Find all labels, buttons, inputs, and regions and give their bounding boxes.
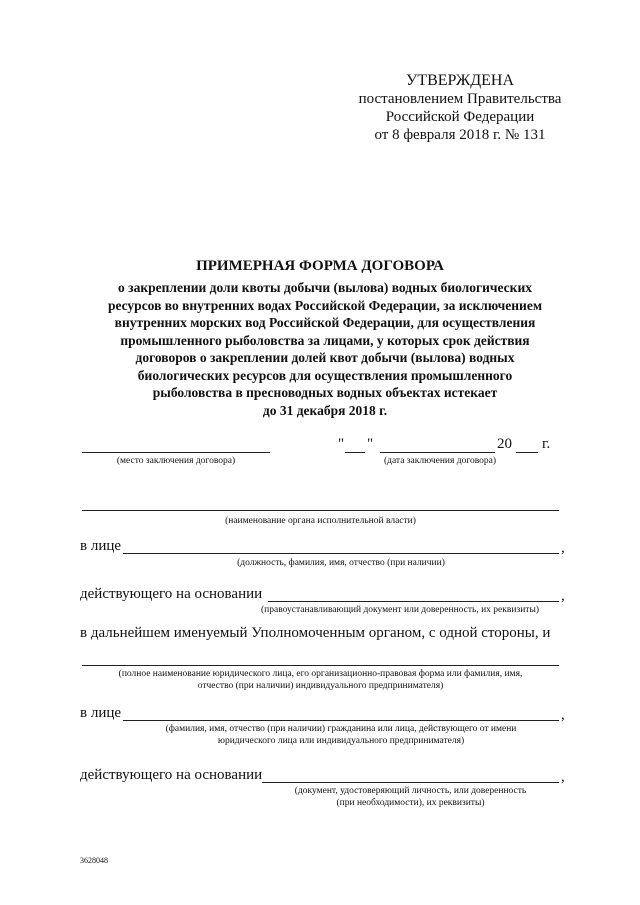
place-field[interactable] (82, 452, 270, 453)
year-field[interactable] (516, 452, 538, 453)
person-field[interactable] (123, 553, 559, 554)
date-caption: (дата заключения договора) (383, 456, 497, 466)
quote-open: " (338, 436, 345, 452)
comma: , (561, 769, 565, 785)
comma: , (561, 707, 565, 723)
hereinafter-text: в дальнейшем именуемый Уполномоченным органом, с одной стороны, и (80, 625, 551, 641)
subtitle-line: биологических ресурсов для осуществления промышленного (137, 367, 513, 383)
day-field[interactable] (345, 452, 365, 453)
entity-caption-line: (полное наименование юридического лица, его организационно-правовая форма или фамилия, имя, (118, 669, 523, 679)
document-id: 3628048 (80, 856, 108, 865)
person2-caption (123, 723, 559, 747)
in-person-label: в лице (80, 538, 122, 554)
subtitle-line: внутренних морских вод Российской Федерации, для осуществления (114, 315, 536, 330)
in-person2-label: в лице (80, 705, 122, 721)
person2-caption-line: (фамилия, имя, отчество (при наличии) гражданина или лица, действующего от имени (165, 724, 517, 734)
subtitle-line: ресурсов во внутренних водах Российской Федерации, за исключением (107, 297, 543, 313)
document-subtitle (70, 279, 580, 419)
subtitle-line: до 31 декабря 2018 г. (262, 402, 388, 418)
acting2-label: действующего на основании (80, 767, 263, 783)
comma: , (561, 588, 565, 604)
authority-caption: (наименование органа исполнительной власти) (225, 516, 416, 526)
approval-line-2: Российской Федерации (385, 109, 535, 125)
document-title: ПРИМЕРНАЯ ФОРМА ДОГОВОРА (196, 258, 444, 274)
subtitle-line: промышленного рыболовства за лицами, у которых срок действия (120, 332, 530, 348)
approval-heading: УТВЕРЖДЕНА (405, 72, 514, 89)
position-caption: (должность, фамилия, имя, отчество (при наличии) (237, 558, 445, 568)
quote-close: " (367, 436, 374, 452)
year-suffix: г. (542, 436, 551, 452)
entity-caption (82, 668, 559, 692)
basis-field[interactable] (268, 601, 559, 602)
authority-field[interactable] (82, 510, 559, 511)
doc2-caption-line: (при необходимости), их реквизиты) (336, 798, 485, 808)
approval-line-1: постановлением Правительства (358, 91, 562, 107)
subtitle-line: рыболовства в пресноводных водных объектах истекает (152, 385, 498, 400)
place-caption: (место заключения договора) (116, 456, 236, 466)
doc2-caption (262, 785, 559, 809)
basis-caption: (правоустанавливающий документ или доверенность, их реквизиты) (260, 605, 539, 615)
year-prefix: 20 (497, 436, 512, 452)
doc2-field[interactable] (262, 782, 559, 783)
approval-line-3: от 8 февраля 2018 г. № 131 (374, 127, 546, 143)
approval-block (300, 72, 620, 144)
comma: , (561, 540, 565, 556)
subtitle-line: договоров о закреплении долей квот добычи (вылова) водных (135, 350, 515, 365)
person2-caption-line: юридического лица или индивидуального предпринимателя) (217, 736, 465, 746)
subtitle-line: о закреплении доли квоты добычи (вылова) водных биологических (118, 280, 532, 295)
person2-field[interactable] (123, 720, 559, 721)
month-field[interactable] (380, 452, 495, 453)
acting-label: действующего на основании (80, 586, 263, 602)
doc2-caption-line: (документ, удостоверяющий личность, или доверенность (294, 786, 527, 796)
entity-field[interactable] (82, 665, 559, 666)
entity-caption-line: отчество (при наличии) индивидуального предпринимателя) (197, 681, 444, 691)
